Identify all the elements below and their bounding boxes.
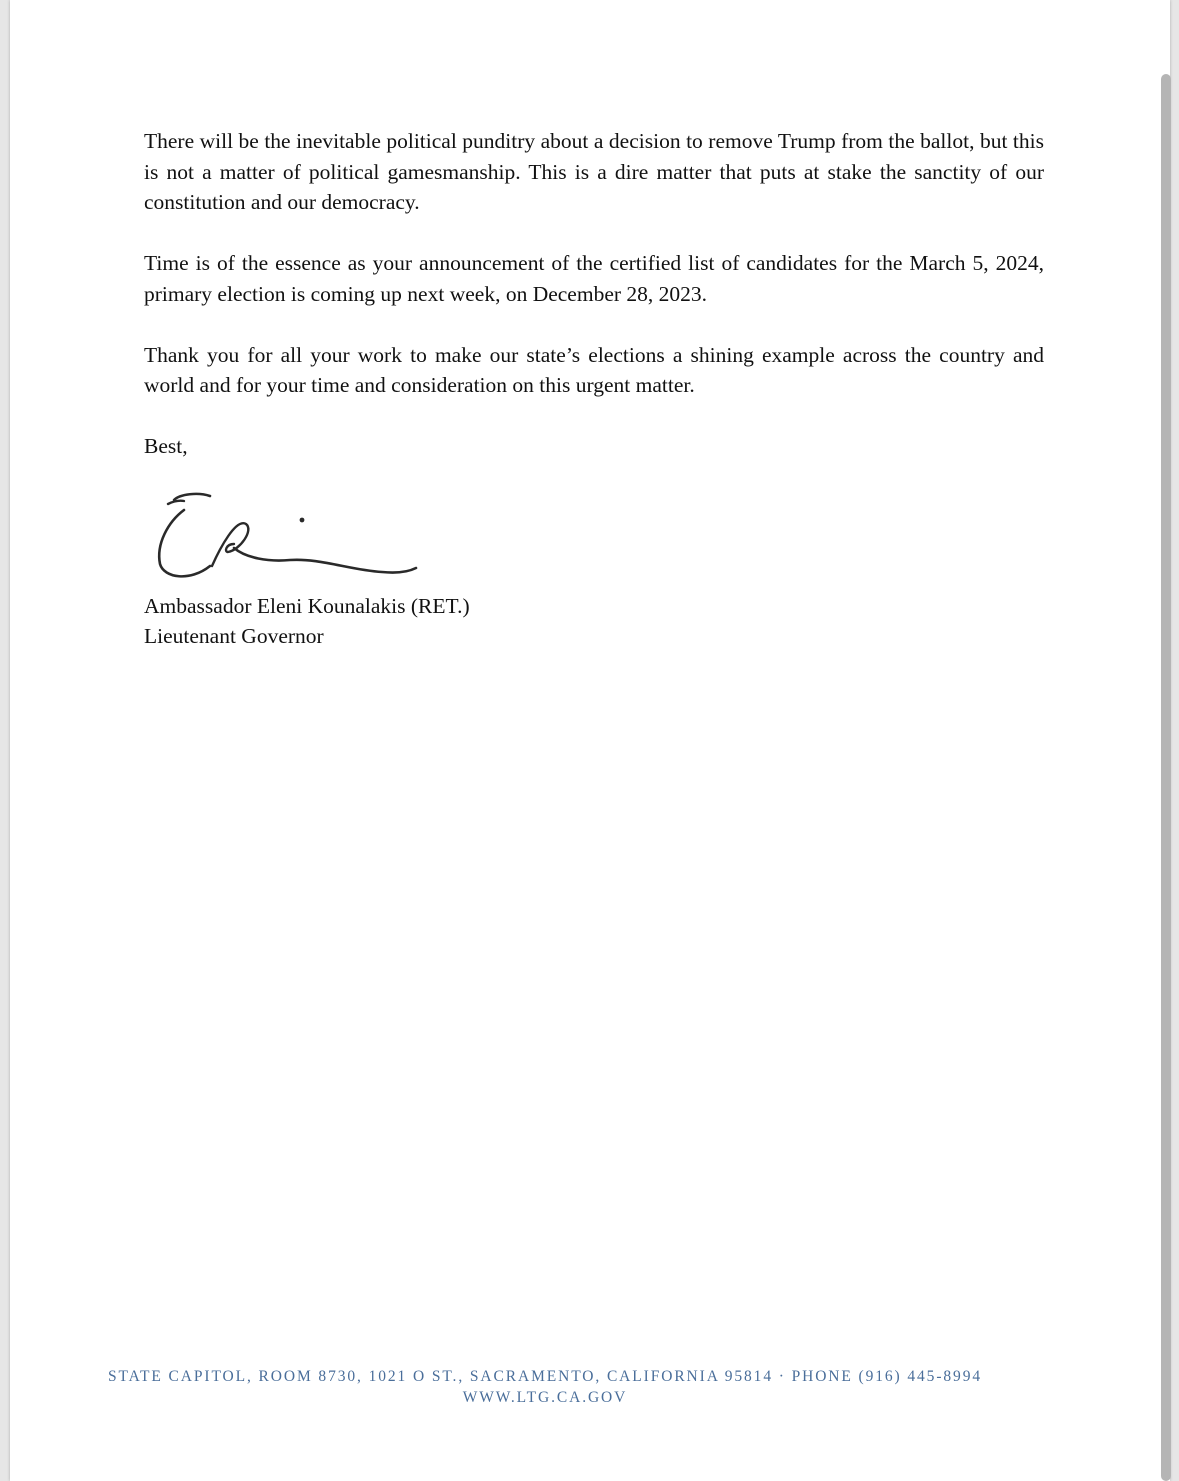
footer-address: STATE CAPITOL, ROOM 8730, 1021 O ST., SACRAMENTO, CALIFORNIA 95814 · PHONE (916) 445-8994 [108, 1368, 982, 1385]
signer-title: Lieutenant Governor [144, 624, 324, 648]
signer-block [144, 591, 470, 651]
paragraph-3: Thank you for all your work to make our state’s elections a shining example across the country and world and for your time and consideration on this urgent matter. [144, 342, 1044, 397]
closing-salutation: Best, [144, 434, 188, 458]
paragraph-2: Time is of the essence as your announcement of the certified list of candidates for the March 5, 2024, primary election is coming up next week, on December 28, 2023. [144, 251, 1044, 306]
letter-page [10, 0, 1170, 1481]
footer-website: WWW.LTG.CA.GOV [462, 1389, 628, 1406]
signer-name: Ambassador Eleni Kounalakis (RET.) [144, 594, 470, 618]
handwritten-signature [150, 488, 430, 588]
letterhead-footer [10, 1366, 1080, 1408]
paragraph-1: There will be the inevitable political punditry about a decision to remove Trump from the ballot, but this is not a matter of political gamesmanship. This is a dire matter that puts at stake the sanctity of our constitution and our democracy. [144, 129, 1044, 214]
vertical-scrollbar[interactable] [1161, 74, 1171, 1481]
letter-body [144, 126, 1044, 431]
